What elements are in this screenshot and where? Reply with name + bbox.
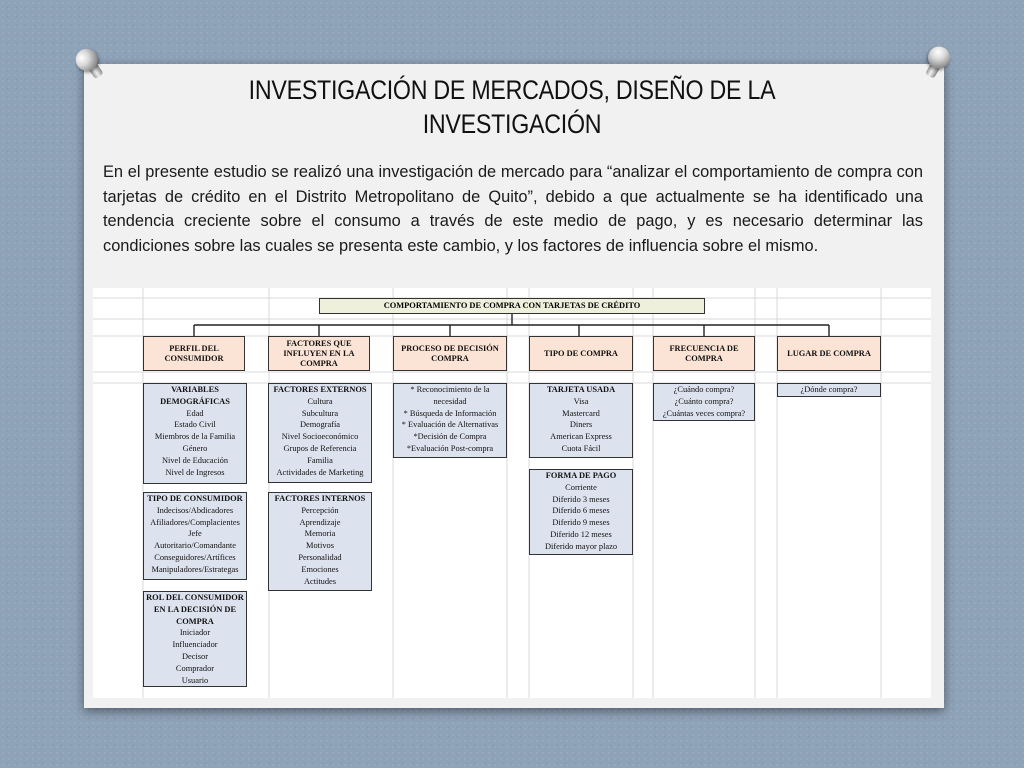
box-item: Demografía [300, 420, 340, 430]
box-item: Afiliadores/Complacientes [150, 517, 240, 527]
box-heading: FORMA DE PAGO [545, 471, 617, 480]
box-item: Personalidad [298, 552, 342, 562]
box-item: Miembros de la Familia [154, 432, 236, 442]
category-perfil-consumidor: PERFIL DEL CONSUMIDOR [143, 336, 245, 371]
box-item: Comprador [175, 663, 215, 673]
box-tipo-consumidor [143, 492, 247, 580]
box-item: Cultura [307, 396, 333, 406]
box-item: Diferido 12 meses [550, 529, 612, 539]
box-item: Nivel de Ingresos [165, 467, 225, 477]
box-heading: FACTORES INTERNOS [274, 494, 366, 503]
box-item: Subcultura [301, 408, 339, 418]
box-item: Percepción [301, 505, 339, 515]
box-item: Diners [569, 420, 593, 430]
box-heading: VARIABLES DEMOGRÁFICAS [160, 385, 230, 406]
intro-paragraph: En el presente estudio se realizó una investigación de mercado para “analizar el comportamiento de compra con tarjetas de crédito en el Distrito Metropolitano de Quito”, debido a que actualmente se ha identificado una tendencia creciente sobre el consumo a través de este medio de pago, y es necesario determinar las condiciones sobre las cuales se presenta este cambio, y los factores de influencia sobre el mismo. [103, 163, 923, 255]
box-proceso-decision [393, 383, 507, 458]
box-item: Diferido 9 meses [552, 518, 610, 528]
box-item: Corriente [565, 482, 597, 492]
box-item: Actividades de Marketing [276, 467, 364, 477]
category-factores-influyen: FACTORES QUE INFLUYEN EN LA COMPRA [268, 336, 370, 371]
category-frecuencia-compra: FRECUENCIA DE COMPRA [653, 336, 755, 371]
box-item: Diferido mayor plazo [544, 541, 618, 551]
box-item: Conseguidores/Artífices [154, 552, 236, 562]
box-item: Familia [307, 455, 333, 465]
box-rol-consumidor [143, 591, 247, 687]
box-item: *Decisión de Compra [413, 432, 487, 442]
category-lugar-compra: LUGAR DE COMPRA [777, 336, 881, 371]
box-item: Usuario [181, 675, 209, 685]
box-item: Edad [186, 408, 204, 418]
box-item: ¿Dónde compra? [800, 385, 858, 394]
box-item: Género [182, 443, 208, 453]
box-frecuencia [653, 383, 755, 421]
box-factores-externos [268, 383, 372, 483]
category-proceso-decision: PROCESO DE DECISIÓN COMPRA [393, 336, 507, 371]
concept-diagram [93, 288, 931, 698]
box-tarjeta-usada [529, 383, 633, 458]
box-item: ¿Cuánto compra? [674, 396, 734, 406]
box-item: ¿Cuándo compra? [673, 385, 735, 394]
box-item: ¿Cuántas veces compra? [662, 408, 746, 418]
box-item: Emociones [301, 564, 339, 574]
box-heading: FACTORES EXTERNOS [273, 385, 367, 394]
box-item: Decisor [181, 651, 209, 661]
box-forma-pago [529, 469, 633, 555]
box-item: * Evaluación de Alternativas [401, 420, 499, 430]
box-item: Mastercard [562, 408, 600, 418]
box-variables-demograficas [143, 383, 247, 484]
box-heading: TARJETA USADA [546, 385, 616, 394]
box-heading: TIPO DE CONSUMIDOR [147, 494, 243, 503]
box-item: Grupos de Referencia [283, 443, 357, 453]
box-item: Visa [573, 396, 589, 406]
box-item: Nivel Socioeconómico [281, 432, 359, 442]
box-lugar [777, 383, 881, 397]
box-item: Indecisos/Abdicadores [156, 505, 234, 515]
box-item: Motivos [306, 541, 334, 551]
box-item: American Express [550, 432, 612, 442]
box-item: Iniciador [179, 628, 211, 638]
box-item: Autoritario/Comandante [154, 541, 236, 551]
box-item: Jefe [188, 529, 202, 539]
box-item: Actitudes [303, 576, 337, 586]
box-item: Memoria [304, 529, 336, 539]
box-item: Diferido 3 meses [552, 494, 610, 504]
category-tipo-compra: TIPO DE COMPRA [529, 336, 633, 371]
box-heading: ROL DEL CONSUMIDOR EN LA DECISIÓN DE COMPRA [146, 593, 244, 626]
diagram-root-box: COMPORTAMIENTO DE COMPRA CON TARJETAS DE CRÉDITO [319, 298, 705, 314]
box-item: Diferido 6 meses [552, 506, 610, 516]
box-item: Nivel de Educación [161, 455, 229, 465]
box-factores-internos [268, 492, 372, 591]
box-item: Aprendizaje [299, 517, 341, 527]
box-item: * Reconocimiento de la necesidad [410, 385, 490, 406]
box-item: Influenciador [172, 640, 218, 650]
box-item: Estado Civil [174, 420, 216, 430]
box-item: * Búsqueda de Información [403, 408, 497, 418]
box-item: Cuota Fácil [561, 443, 601, 453]
box-item: Manipuladores/Estrategas [151, 564, 239, 574]
box-item: *Evaluación Post-compra [406, 443, 494, 453]
slide-title: INVESTIGACIÓN DE MERCADOS, DISEÑO DE LA INVESTIGACIÓN [248, 75, 776, 139]
